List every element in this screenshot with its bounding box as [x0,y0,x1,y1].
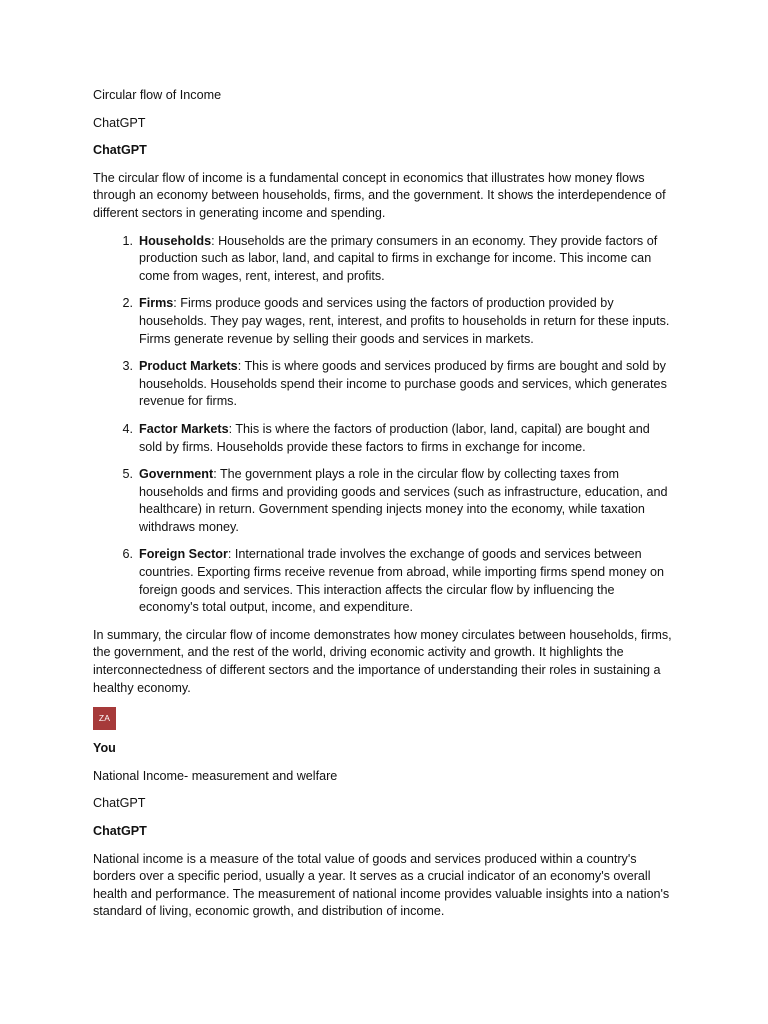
list-item-sep: : [227,547,232,562]
list-item [139,421,675,456]
list-item-sep: : [228,421,233,436]
list-item-sep: : [173,296,177,311]
list-item-text: The government plays a role in the circular flow by collecting taxes from households and firms and providing goods and services (such as infrastructure, education, and healthcare) in return. Government spending injects money into the economy, while taxation withdraws money. [139,467,668,534]
list-item-sep: : [237,359,242,374]
speaker-label-plain: ChatGPT [93,796,146,811]
summary-paragraph: In summary, the circular flow of income demonstrates how money circulates between households, firms, the government, and the rest of the world, driving economic activity and growth. It highlights the interconnectedness of different sectors and the importance of understanding their roles in sustaining a healthy economy. [93,627,672,695]
list-item [139,466,675,536]
list-item-sep: : [213,467,217,482]
list-item-term: Firms [139,296,174,311]
list-item-text: Firms produce goods and services using the factors of production provided by households. They pay wages, rent, interest, and profits to households in return for these inputs. Firms generate revenue by selling their goods and services in markets. [139,296,670,346]
list-item-text: This is where the factors of production (labor, land, capital) are bought and sold by firms. Households provide these factors to firms in exchange for income. [139,421,650,454]
user-message: National Income- measurement and welfare [93,768,338,783]
list-item-text: This is where goods and services produced by firms are bought and sold by households. Households spend their income to purchase goods and services, which generates revenue for firms. [139,359,667,409]
list-item-text: International trade involves the exchange of goods and services between countries. Exporting firms receive revenue from abroad, while importing firms spend money on foreign goods and services. This interaction affects the circular flow by influencing the economy's total output, income, and expenditure. [139,547,664,615]
answer-paragraph: National income is a measure of the total value of goods and services produced within a country's borders over a specific period, usually a year. It serves as a crucial indicator of an economy's overall health and performance. The measurement of national income provides valuable insights into a nation's standard of living, economic growth, and distribution of income. [93,851,670,919]
list-item-sep: : [211,233,215,248]
list-item [139,358,675,411]
user-label: You [93,741,116,756]
list-item [139,295,675,348]
list-item-text: Households are the primary consumers in an economy. They provide factors of production such as labor, land, and capital to firms in exchange for income. This income can come from wages, rent, interest, and profits. [139,233,658,283]
list-item [139,233,675,286]
list-item-term: Foreign Sector [139,547,228,562]
list-item-term: Product Markets [139,359,238,374]
speaker-label-plain: ChatGPT [93,115,146,130]
list-item [139,546,675,616]
list-item-term: Government [139,467,214,482]
intro-paragraph: The circular flow of income is a fundamental concept in economics that illustrates how money flows through an economy between households, firms, and the government. It shows the interdependence of different sectors in generating income and spending. [93,170,666,220]
list-item-term: Factor Markets [139,421,229,436]
numbered-list [93,233,675,617]
speaker-label-bold: ChatGPT [93,824,147,838]
document-page [93,87,675,931]
user-avatar: ZA [93,707,116,730]
list-item-term: Households [139,233,212,248]
speaker-label-bold: ChatGPT [93,143,147,158]
conversation-title: Circular flow of Income [93,88,222,102]
